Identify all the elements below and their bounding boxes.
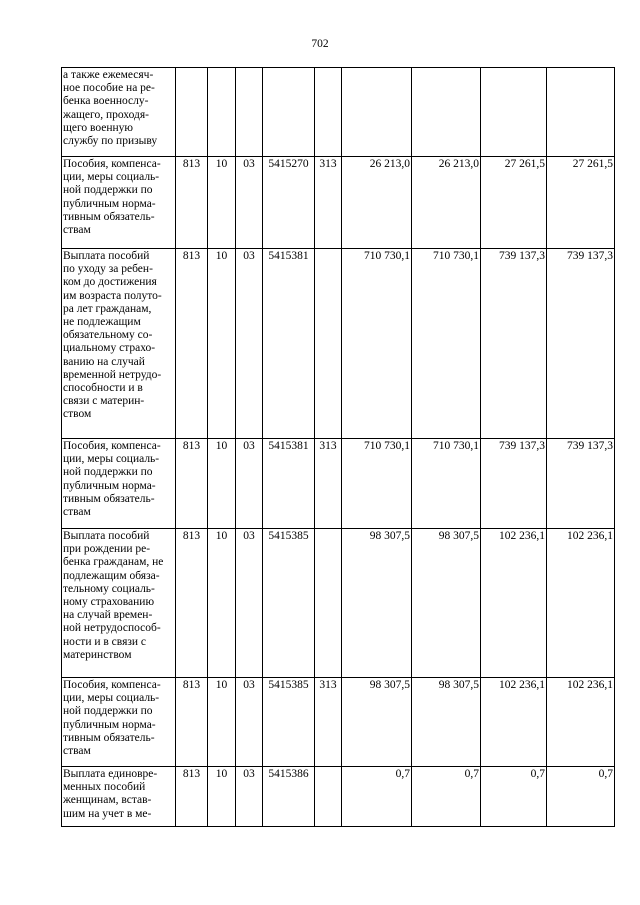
target-article-cell: 5415270	[263, 157, 315, 249]
amount-cell: 27 261,5	[547, 157, 615, 249]
section-code-cell: 10	[208, 249, 236, 439]
subsection-code-cell: 03	[236, 678, 263, 767]
expense-type-cell: 313	[315, 157, 342, 249]
ministry-code-cell: 813	[176, 529, 208, 678]
budget-table	[61, 67, 615, 827]
amount-cell: 0,7	[412, 767, 481, 827]
amount-cell: 710 730,1	[342, 439, 412, 529]
target-article-cell: 5415381	[263, 439, 315, 529]
ministry-code-cell: 813	[176, 157, 208, 249]
amount-cell: 102 236,1	[547, 678, 615, 767]
section-code-cell: 10	[208, 767, 236, 827]
table-row	[62, 529, 615, 678]
ministry-code-cell: 813	[176, 439, 208, 529]
amount-cell: 102 236,1	[481, 678, 547, 767]
amount-cell: 102 236,1	[481, 529, 547, 678]
amount-cell: 710 730,1	[412, 249, 481, 439]
row-name-cell	[62, 157, 176, 249]
section-code-cell: 10	[208, 678, 236, 767]
row-name-cell	[62, 249, 176, 439]
expense-type-cell	[315, 249, 342, 439]
row-name: Выплата единовре- менных пособий женщинам, встав- шим на учет в ме-	[63, 768, 158, 820]
row-name: Выплата пособий при рождении ре- бенка гражданам, не подлежащим обяза- тельному социаль- ному страхованию на случай времен- ной нетрудоспособ- ности и в связи с материнством	[63, 530, 164, 661]
expense-type-cell	[315, 529, 342, 678]
target-article-cell: 5415385	[263, 529, 315, 678]
table-row	[62, 249, 615, 439]
section-code-cell: 10	[208, 529, 236, 678]
table-row	[62, 68, 615, 157]
target-article-cell	[263, 68, 315, 157]
table-row	[62, 157, 615, 249]
ministry-code-cell: 813	[176, 678, 208, 767]
row-name: Пособия, компенса- ции, меры социаль- ной поддержки по публичным норма- тивным обязатель- ствам	[63, 158, 161, 237]
target-article-cell: 5415386	[263, 767, 315, 827]
subsection-code-cell: 03	[236, 157, 263, 249]
amount-cell: 739 137,3	[547, 439, 615, 529]
table-row	[62, 439, 615, 529]
amount-cell: 98 307,5	[412, 529, 481, 678]
ministry-code-cell	[176, 68, 208, 157]
expense-type-cell	[315, 68, 342, 157]
expense-type-cell: 313	[315, 439, 342, 529]
section-code-cell	[208, 68, 236, 157]
subsection-code-cell: 03	[236, 529, 263, 678]
section-code-cell: 10	[208, 439, 236, 529]
amount-cell: 98 307,5	[342, 529, 412, 678]
expense-type-cell	[315, 767, 342, 827]
amount-cell	[342, 68, 412, 157]
row-name: а также ежемесяч- ное пособие на ре- бенка военнослу- жащего, проходя- щего военную службу по призыву	[63, 69, 158, 148]
amount-cell	[547, 68, 615, 157]
row-name-cell	[62, 678, 176, 767]
target-article-cell: 5415385	[263, 678, 315, 767]
row-name-cell	[62, 439, 176, 529]
section-code-cell: 10	[208, 157, 236, 249]
row-name: Пособия, компенса- ции, меры социаль- ной поддержки по публичным норма- тивным обязатель- ствам	[63, 679, 161, 758]
page-number: 702	[311, 38, 329, 50]
row-name-cell	[62, 767, 176, 827]
subsection-code-cell: 03	[236, 249, 263, 439]
amount-cell: 739 137,3	[547, 249, 615, 439]
amount-cell: 26 213,0	[342, 157, 412, 249]
ministry-code-cell: 813	[176, 767, 208, 827]
subsection-code-cell: 03	[236, 439, 263, 529]
target-article-cell: 5415381	[263, 249, 315, 439]
subsection-code-cell: 03	[236, 767, 263, 827]
amount-cell	[412, 68, 481, 157]
ministry-code-cell: 813	[176, 249, 208, 439]
row-name-cell	[62, 68, 176, 157]
row-name: Выплата пособий по уходу за ребен- ком до достижения им возраста полуто- ра лет гражданам, не подлежащим обязательному со- циальному страхо- ванию на случай временной нетрудо- способности и в связи с материн- ством	[63, 250, 162, 421]
amount-cell: 98 307,5	[412, 678, 481, 767]
amount-cell: 710 730,1	[342, 249, 412, 439]
table-row	[62, 767, 615, 827]
amount-cell: 0,7	[342, 767, 412, 827]
row-name-cell	[62, 529, 176, 678]
amount-cell	[481, 68, 547, 157]
amount-cell: 0,7	[547, 767, 615, 827]
table-row	[62, 678, 615, 767]
subsection-code-cell	[236, 68, 263, 157]
amount-cell: 739 137,3	[481, 439, 547, 529]
amount-cell: 710 730,1	[412, 439, 481, 529]
amount-cell: 0,7	[481, 767, 547, 827]
amount-cell: 27 261,5	[481, 157, 547, 249]
amount-cell: 26 213,0	[412, 157, 481, 249]
amount-cell: 98 307,5	[342, 678, 412, 767]
amount-cell: 102 236,1	[547, 529, 615, 678]
amount-cell: 739 137,3	[481, 249, 547, 439]
expense-type-cell: 313	[315, 678, 342, 767]
row-name: Пособия, компенса- ции, меры социаль- ной поддержки по публичным норма- тивным обязатель- ствам	[63, 440, 161, 519]
